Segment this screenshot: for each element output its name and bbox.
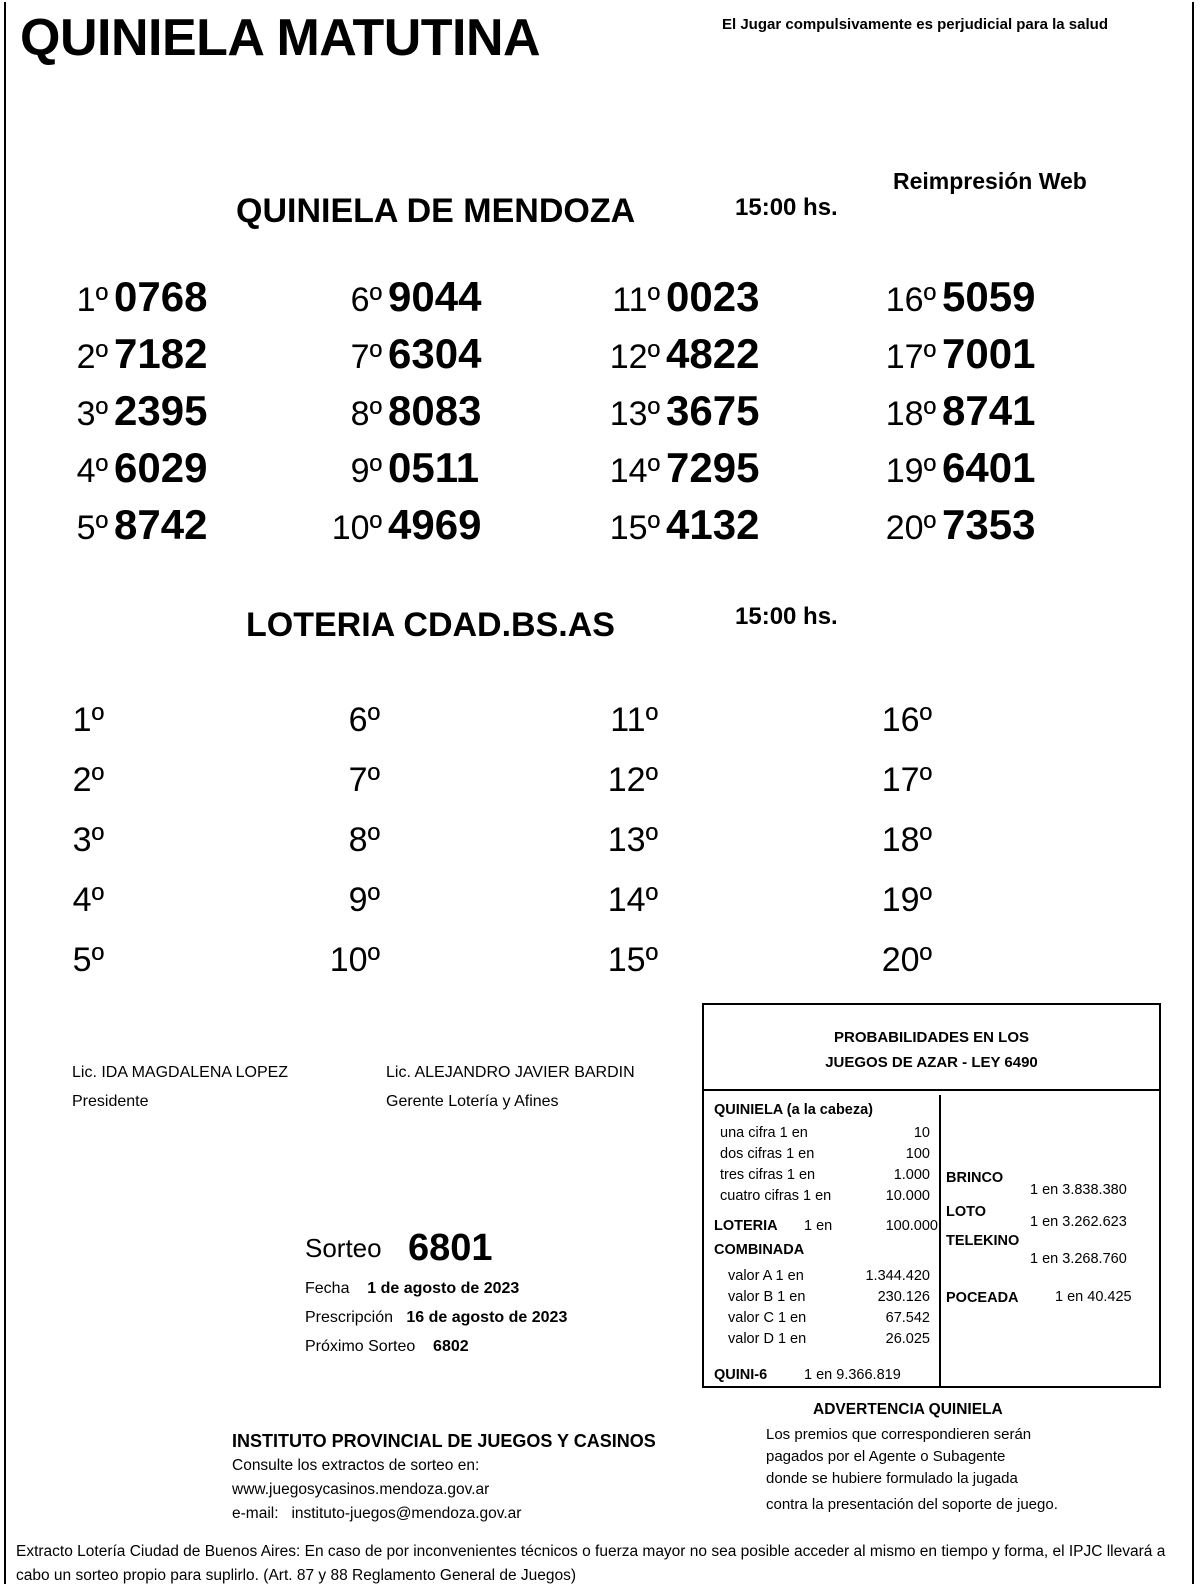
advertencia-text	[766, 1424, 1058, 1516]
odds-row-label: dos cifras 1 en	[720, 1146, 815, 1162]
mendoza-result	[40, 273, 207, 321]
mendoza-number: 0511	[388, 444, 480, 491]
mendoza-position: 1º	[76, 281, 108, 319]
footer-note: Extracto Lotería Ciudad de Buenos Aires: En caso de por inconvenientes técnicos o fuerza mayor no sea posible acceder al mismo en tiempo y forma, el IPJC llevará a cabo un sorteo propio para suplirlo. (Art. 87 y 88 Reglamento General de Juegos)	[16, 1543, 1166, 1584]
mendoza-number: 9044	[388, 273, 482, 320]
instituto-email: instituto-juegos@mendoza.gov.ar	[291, 1505, 522, 1522]
mendoza-position: 17º	[885, 338, 936, 376]
mendoza-result	[864, 387, 1035, 435]
mendoza-result	[40, 501, 207, 549]
mendoza-position: 2º	[76, 338, 108, 376]
mendoza-number: 8741	[942, 387, 1036, 434]
ciudad-position: 6º	[348, 701, 380, 739]
mendoza-position: 16º	[885, 281, 936, 319]
mendoza-result	[864, 501, 1035, 549]
mendoza-result	[588, 387, 759, 435]
mendoza-section-title: QUINIELA DE MENDOZA	[236, 192, 636, 230]
proximo-row	[305, 1338, 469, 1356]
mendoza-number: 0768	[114, 273, 208, 320]
fecha-value: 1 de agosto de 2023	[367, 1280, 520, 1297]
mendoza-result	[864, 273, 1035, 321]
ciudad-result	[840, 693, 938, 741]
mendoza-result	[314, 444, 479, 492]
odds-row-value: 10	[913, 1125, 930, 1141]
odds-row-label: valor B 1 en	[728, 1289, 806, 1305]
signature-president-role: Presidente	[72, 1093, 149, 1110]
odds-row-label: tres cifras 1 en	[720, 1167, 816, 1183]
mendoza-result	[40, 330, 207, 378]
loto-odds-label: LOTO	[946, 1204, 987, 1220]
mendoza-position: 9º	[350, 452, 382, 490]
health-warning: El Jugar compulsivamente es perjudicial para la salud	[722, 16, 1108, 33]
ciudad-result	[840, 753, 938, 801]
ciudad-result	[30, 933, 110, 981]
ciudad-result	[566, 873, 664, 921]
ciudad-result	[30, 873, 110, 921]
odds-row-label: cuatro cifras 1 en	[720, 1188, 832, 1204]
mendoza-number: 5059	[942, 273, 1036, 320]
mendoza-position: 8º	[350, 395, 382, 433]
mendoza-result	[314, 501, 481, 549]
poceada-odds-label: POCEADA	[946, 1290, 1019, 1306]
combinada-odds-title: COMBINADA	[714, 1242, 805, 1258]
ciudad-position: 3º	[72, 821, 104, 859]
probabilidades-heading-1: PROBABILIDADES EN LOS	[833, 1029, 1029, 1046]
brinco-odds-label: BRINCO	[946, 1170, 1004, 1186]
mendoza-number: 6029	[114, 444, 208, 491]
odds-row-value: 230.126	[877, 1289, 930, 1305]
mendoza-position: 19º	[885, 452, 936, 490]
advertencia-title: ADVERTENCIA QUINIELA	[813, 1401, 1003, 1418]
ciudad-position: 10º	[329, 941, 380, 979]
signature-manager-name: Lic. ALEJANDRO JAVIER BARDIN	[386, 1064, 635, 1081]
mendoza-result	[588, 444, 759, 492]
instituto-title: INSTITUTO PROVINCIAL DE JUEGOS Y CASINOS	[232, 1431, 656, 1451]
odds-row-value: 26.025	[885, 1331, 930, 1347]
mendoza-number: 7353	[942, 501, 1036, 548]
ciudad-result	[296, 873, 386, 921]
ciudad-result	[296, 693, 386, 741]
mendoza-position: 3º	[76, 395, 108, 433]
ciudad-result	[296, 933, 386, 981]
advertencia-line: pagados por el Agente o Subagente	[766, 1448, 1006, 1465]
mendoza-number: 4132	[666, 501, 760, 548]
ciudad-position: 19º	[881, 881, 932, 919]
probabilidades-divider	[704, 1089, 1159, 1091]
odds-row-value: 1.344.420	[865, 1268, 930, 1284]
ciudad-time: 15:00 hs.	[735, 603, 838, 630]
ciudad-result	[840, 933, 938, 981]
proximo-label: Próximo Sorteo	[305, 1338, 416, 1355]
ciudad-position: 8º	[348, 821, 380, 859]
mendoza-result	[588, 273, 759, 321]
ciudad-result	[30, 753, 110, 801]
ciudad-position: 17º	[881, 761, 932, 799]
mendoza-result	[314, 387, 481, 435]
mendoza-position: 10º	[331, 509, 382, 547]
ciudad-result	[30, 693, 110, 741]
sorteo-label: Sorteo	[305, 1233, 382, 1263]
proximo-value: 6802	[433, 1338, 469, 1355]
mendoza-position: 12º	[609, 338, 660, 376]
advertencia-line: donde se hubiere formulado la jugada	[766, 1470, 1018, 1487]
page-title: QUINIELA MATUTINA	[20, 9, 541, 67]
ciudad-position: 11º	[610, 701, 658, 739]
ciudad-result	[566, 933, 664, 981]
ciudad-position: 12º	[607, 761, 658, 799]
mendoza-number: 6304	[388, 330, 482, 377]
quini6-odds-label: QUINI-6	[714, 1367, 768, 1383]
mendoza-result	[864, 444, 1035, 492]
mendoza-result	[588, 330, 759, 378]
ciudad-result	[566, 693, 664, 741]
fecha-row	[305, 1280, 519, 1298]
probabilidades-heading-2: JUEGOS DE AZAR - LEY 6490	[825, 1054, 1038, 1071]
quini6-odds-value: 1 en 9.366.819	[804, 1367, 901, 1383]
mendoza-number: 7182	[114, 330, 208, 377]
mendoza-position: 15º	[609, 509, 660, 547]
odds-row-value: 67.542	[885, 1310, 930, 1326]
mendoza-number: 4822	[666, 330, 760, 377]
odds-row-label: valor D 1 en	[728, 1331, 807, 1347]
ciudad-position: 16º	[881, 701, 932, 739]
probabilidades-column-divider	[939, 1095, 941, 1386]
reprint-label: Reimpresión Web	[893, 168, 1087, 194]
loto-odds-value: 1 en 3.262.623	[1030, 1214, 1127, 1230]
loteria-odds-label: LOTERIA	[714, 1218, 778, 1234]
signature-president-name: Lic. IDA MAGDALENA LOPEZ	[72, 1064, 289, 1081]
mendoza-number: 8742	[114, 501, 208, 548]
odds-row-label: valor A 1 en	[728, 1268, 804, 1284]
mendoza-result	[40, 387, 207, 435]
mendoza-number: 6401	[942, 444, 1036, 491]
prescripcion-value: 16 de agosto de 2023	[406, 1309, 568, 1326]
mendoza-number: 0023	[666, 273, 760, 320]
instituto-website: www.juegosycasinos.mendoza.gov.ar	[232, 1481, 490, 1498]
mendoza-number: 8083	[388, 387, 482, 434]
loteria-odds-en: 1 en	[804, 1218, 833, 1234]
ciudad-position: 20º	[881, 941, 932, 979]
mendoza-position: 7º	[350, 338, 382, 376]
mendoza-position: 4º	[76, 452, 108, 490]
mendoza-position: 13º	[609, 395, 660, 433]
brinco-odds-value: 1 en 3.838.380	[1030, 1182, 1127, 1198]
mendoza-number: 3675	[666, 387, 760, 434]
fecha-label: Fecha	[305, 1280, 350, 1297]
telekino-odds-value: 1 en 3.268.760	[1030, 1251, 1127, 1267]
ciudad-position: 4º	[72, 881, 104, 919]
mendoza-time: 15:00 hs.	[735, 194, 838, 221]
mendoza-position: 6º	[350, 281, 382, 319]
ciudad-position: 5º	[72, 941, 104, 979]
mendoza-position: 11º	[612, 281, 660, 319]
odds-row-value: 1.000	[893, 1167, 930, 1183]
loteria-odds-value: 100.000	[885, 1218, 938, 1234]
advertencia-line: Los premios que correspondieren serán	[766, 1426, 1032, 1443]
mendoza-position: 18º	[885, 395, 936, 433]
ciudad-result	[30, 813, 110, 861]
mendoza-number: 2395	[114, 387, 208, 434]
odds-row-label: valor C 1 en	[728, 1310, 807, 1326]
ciudad-section-title: LOTERIA CDAD.BS.AS	[246, 606, 615, 644]
ciudad-position: 7º	[348, 761, 380, 799]
probabilidades-box	[702, 1003, 1161, 1388]
mendoza-result	[40, 444, 207, 492]
mendoza-result	[864, 330, 1035, 378]
ciudad-result	[566, 753, 664, 801]
signature-manager-role: Gerente Lotería y Afines	[386, 1093, 559, 1110]
odds-row-value: 100	[905, 1146, 930, 1162]
mendoza-number: 7295	[666, 444, 760, 491]
quiniela-odds-title: QUINIELA (a la cabeza)	[714, 1102, 874, 1118]
instituto-line: Consulte los extractos de sorteo en:	[232, 1457, 480, 1474]
sorteo-number: 6801	[408, 1227, 493, 1269]
ciudad-position: 9º	[348, 881, 380, 919]
ciudad-position: 13º	[607, 821, 658, 859]
odds-row-label: una cifra 1 en	[720, 1125, 808, 1141]
ciudad-result	[840, 873, 938, 921]
mendoza-result	[588, 501, 759, 549]
odds-row-value: 10.000	[885, 1188, 930, 1204]
mendoza-position: 14º	[609, 452, 660, 490]
instituto-email-label: e-mail:	[232, 1505, 279, 1522]
advertencia-line: contra la presentación del soporte de juego.	[766, 1496, 1058, 1513]
mendoza-result	[314, 273, 481, 321]
poceada-odds-value: 1 en 40.425	[1055, 1289, 1132, 1305]
mendoza-number: 4969	[388, 501, 482, 548]
ciudad-position: 18º	[881, 821, 932, 859]
ciudad-result	[296, 753, 386, 801]
ciudad-result	[296, 813, 386, 861]
telekino-odds-label: TELEKINO	[946, 1233, 1020, 1249]
ciudad-result	[840, 813, 938, 861]
instituto-email-row	[232, 1503, 521, 1525]
instituto-info	[232, 1455, 521, 1525]
ciudad-position: 15º	[607, 941, 658, 979]
prescripcion-row	[305, 1309, 567, 1327]
mendoza-number: 7001	[942, 330, 1036, 377]
mendoza-position: 20º	[885, 509, 936, 547]
ciudad-position: 1º	[72, 701, 104, 739]
ciudad-result	[566, 813, 664, 861]
ciudad-position: 2º	[72, 761, 104, 799]
mendoza-position: 5º	[76, 509, 108, 547]
mendoza-result	[314, 330, 481, 378]
prescripcion-label: Prescripción	[305, 1309, 394, 1326]
ciudad-position: 14º	[607, 881, 658, 919]
